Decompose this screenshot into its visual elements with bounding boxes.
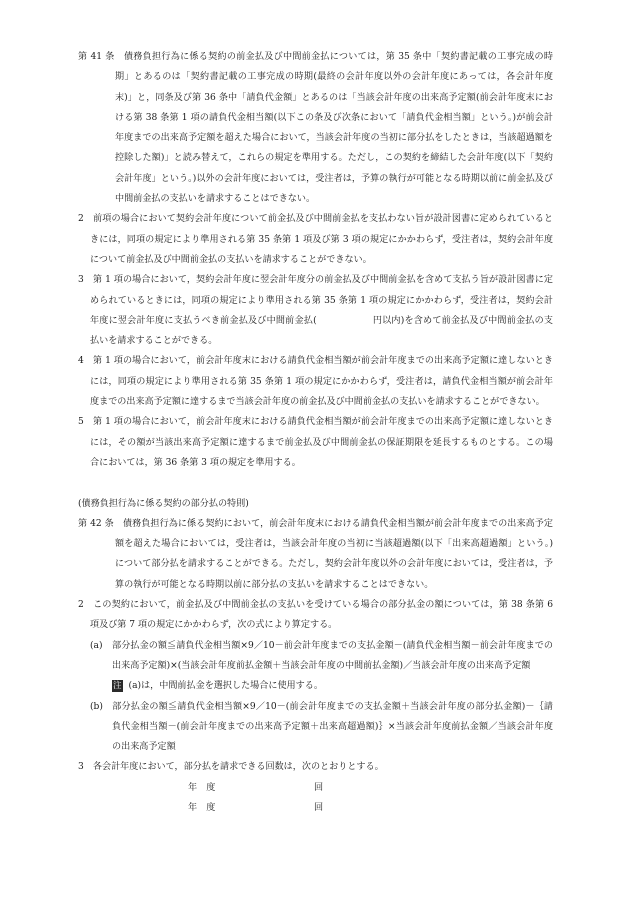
article-42-heading: (債務負担行為に係る契約の部分払の特則) [78, 498, 249, 509]
contract-document [78, 47, 553, 818]
note-text: (a)は，中間前払金を選択した場合に使用する。 [128, 681, 323, 692]
article-42-paragraph-3: 3 各会計年度において，部分払を請求できる回数は，次のとおりとする。 [78, 762, 384, 773]
article-41-paragraph-3 [78, 270, 553, 351]
amount-unit: 円以 [372, 315, 392, 326]
article-41-paragraph-3-tail: 内)を含めて前金払及び中間前金払の支払いを請求することができる。 [90, 315, 553, 347]
article-41-paragraph-4: 4 第 1 項の場合において，前会計年度末における請負代金相当額が前会計年度までの出来高予定額に達しないときには，同項の規定により準用される第 35 条第 1 項の規定にかかわらず，受注者は，請負代金相当額が前会計年度までの出来高予定額に達するまで当該会計年度の前金払及び中間前金払の支払いを請求することができない。 [78, 356, 553, 408]
formula-note [78, 676, 553, 696]
article-41-paragraph-3-text: 3 第 1 項の場合において，契約会計年度に翌会計年度分の前金払及び中間前金払を含めて支払う旨が設計図書に定められているときには，同項の規定により準用される第 35 条第 1 項の規定にかかわらず，受注者は，契約会計年度に翌会計年度に支払うべき前金払及び中間前金払( [78, 275, 553, 326]
fiscal-year-label: 年 度 [188, 782, 216, 793]
times-label: 回 [314, 782, 324, 793]
article-41-paragraph-2: 2 前項の場合において契約会計年度について前金払及び中間前金払を支払わない旨が設計図書に定められているときには，同項の規定により準用される第 35 条第 1 項及び第 3 項の規定にかかわらず，受注者は，契約会計年度について前金払及び中間前金払の支払いを請求することができない。 [78, 214, 553, 265]
formula-b-text: 部分払金の額≦請負代金相当額×9／10－(前会計年度までの支払金額＋当該会計年度の部分払金額)－｛請負代金相当額－(前会計年度までの出来高予定額＋出来高超過額)｝×当該会計年度前払金額／当該会計年度の出来高予定額 [112, 701, 553, 753]
article-42-paragraph-2: 2 この契約において，前金払及び中間前金払の支払いを受けている場合の部分払金の額については，第 38 条第 6 項及び第 7 項の規定にかかわらず，次の式により算定する。 [78, 600, 553, 631]
formula-b [78, 697, 553, 758]
formula-a [78, 636, 553, 677]
article-41-paragraph-5: 5 第 1 項の場合において，前会計年度末における請負代金相当額が前会計年度までの出来高予定額に達しないときには，その額が当該出来高予定額に達するまで前金払及び中間前金払の保証期限を延長するものとする。この場合においては，第 36 条第 3 項の規定を準用する。 [78, 417, 553, 468]
times-label: 回 [314, 802, 324, 813]
installment-count-row [78, 778, 553, 798]
article-41-main: 第 41 条 債務負担行為に係る契約の前金払及び中間前金払については，第 35 条中「契約書記載の工事完成の時期」とあるのは「契約書記載の工事完成の時期(最終の会計年度以外の会計年度にあっては，各会計年度末)」と，同条及び第 36 条中「請負代金額」とあるのは「当該会計年度の出来高予定額(前会計年度末における第 38 条第 1 項の請負代金相当額(以下この条及び次条において「請負代金相当額」という。)が前会計年度までの出来高予定額を超えた場合において，当該会計年度の当初に部分払をしたときは，当該超過額を控除した額)」と読み替えて，これらの規定を準用する。ただし，この契約を締結した会計年度(以下「契約会計年度」という。)以外の会計年度においては，受注者は，予算の執行が可能となる時期以前に前金払及び中間前金払の支払いを請求することはできない。 [78, 52, 553, 205]
fiscal-year-label: 年 度 [188, 802, 216, 813]
spacer [78, 473, 553, 493]
installment-count-row [78, 798, 553, 818]
note-badge: 注 [113, 681, 122, 692]
formula-a-text: 部分払金の額≦請負代金相当額×9／10－前会計年度までの支払金額－(請負代金相当額－前会計年度までの出来高予定額)×(当該会計年度前払金額＋当該会計年度の中間前払金額)／当該会計年度の出来高予定額 [112, 640, 553, 671]
formula-b-label: (b) [90, 701, 103, 712]
article-42-main: 第 42 条 債務負担行為に係る契約において，前会計年度末における請負代金相当額が前会計年度までの出来高予定額を超えた場合においては，受注者は，当該会計年度の当初に当該超過額(以下「出来高超過額」という。)について部分払を請求することができる。ただし，契約会計年度以外の会計年度においては，受注者は，予算の執行が可能となる時期以前に部分払の支払いを請求することはできない。 [78, 518, 553, 590]
formula-a-label: (a) [90, 640, 103, 651]
